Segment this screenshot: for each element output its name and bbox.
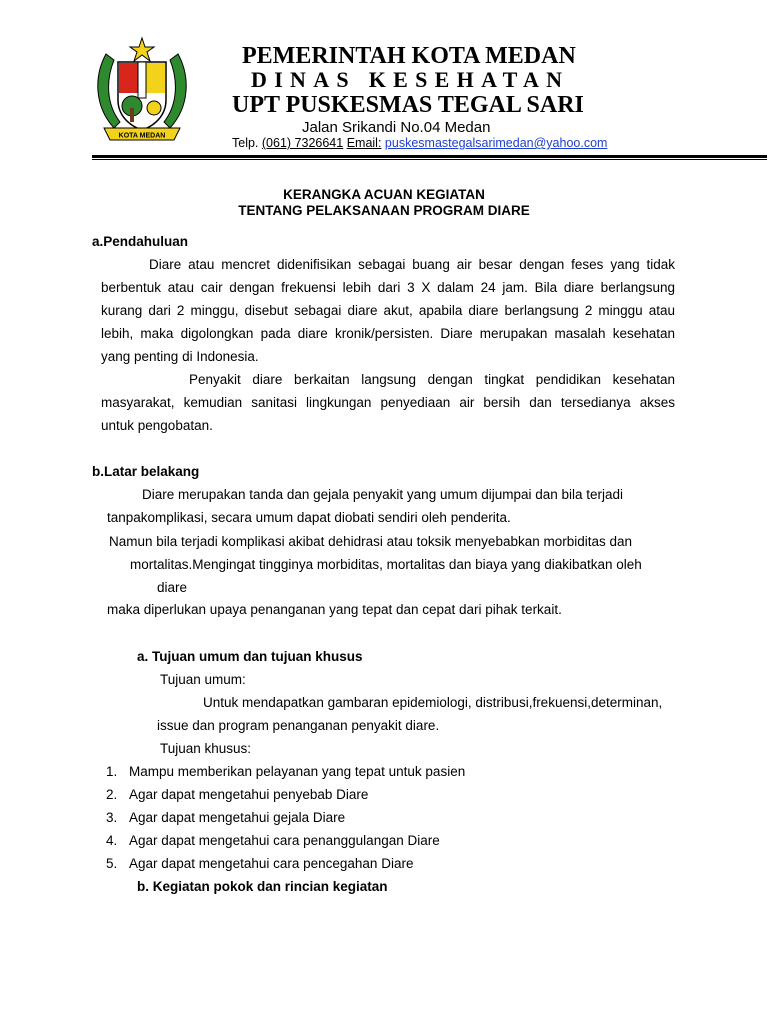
paragraph-line: untuk pengobatan. xyxy=(101,418,213,433)
paragraph-line: maka diperlukan upaya penanganan yang tepat dan cepat dari pihak terkait. xyxy=(107,602,562,617)
paragraph-line: Diare merupakan tanda dan gejala penyakit yang umum dijumpai dan bila terjadi xyxy=(142,487,624,502)
list-item-text: Agar dapat mengetahui gejala Diare xyxy=(129,810,346,825)
letterhead-department: DINAS KESEHATAN xyxy=(251,67,570,92)
letterhead-address: Jalan Srikandi No.04 Medan xyxy=(302,119,491,136)
paragraph-line: berbentuk atau cair dengan frekuensi lebih dari 3 X dalam 24 jam. Bila diare berlangsung xyxy=(101,280,675,295)
list-item-text: Mampu memberikan pelayanan yang tepat untuk pasien xyxy=(129,764,466,779)
list-item-number: 2. xyxy=(106,787,118,802)
paragraph-line: issue dan program penanganan penyakit diare. xyxy=(157,718,440,733)
paragraph-line: diare xyxy=(157,580,188,595)
emblem-right-garland-icon xyxy=(164,54,186,128)
paragraph-line: tanpakomplikasi, secara umum dapat diobati sendiri oleh penderita. xyxy=(107,510,511,525)
telp-label: Telp. xyxy=(232,136,259,150)
paragraph-line: masyarakat, kemudian sanitasi lingkungan penyediaan air bersih dan tersedianya akses xyxy=(101,395,675,410)
letterhead-rule-thin xyxy=(92,159,767,160)
list-item-number: 4. xyxy=(106,833,118,848)
tujuan-umum-label: Tujuan umum: xyxy=(160,672,246,687)
emblem-ribbon-text: KOTA MEDAN xyxy=(118,132,166,140)
list-item-number: 5. xyxy=(106,856,118,871)
tujuan-khusus-label: Tujuan khusus: xyxy=(160,741,252,756)
list-item-text: Agar dapat mengetahui penyebab Diare xyxy=(129,787,369,802)
paragraph-line: kurang dari 2 minggu, disebut sebagai diare akut, apabila diare berlangsung 2 minggu atau xyxy=(101,303,675,318)
emblem-left-garland-icon xyxy=(98,54,120,128)
paragraph-line: lebih, maka digolongkan pada diare kronik/persisten. Diare merupakan masalah kesehatan xyxy=(101,326,675,341)
list-item-text: Agar dapat mengetahui cara penanggulangan Diare xyxy=(129,833,440,848)
list-item-text: Agar dapat mengetahui cara pencegahan Diare xyxy=(129,856,414,871)
letterhead-contact xyxy=(232,136,607,150)
paragraph-line: Namun bila terjadi komplikasi akibat dehidrasi atau toksik menyebabkan morbiditas dan xyxy=(109,534,633,549)
email-label: Email: xyxy=(346,136,382,150)
kegiatan-heading: b. Kegiatan pokok dan rincian kegiatan xyxy=(137,879,388,894)
letterhead-government: PEMERINTAH KOTA MEDAN xyxy=(242,43,576,69)
document-title: KERANGKA ACUAN KEGIATAN xyxy=(283,187,485,202)
document-subtitle: TENTANG PELAKSANAAN PROGRAM DIARE xyxy=(238,203,530,218)
list-item-number: 3. xyxy=(106,810,118,825)
telp-number: (061) 7326641 xyxy=(261,136,344,150)
paragraph-line: Penyakit diare berkaitan langsung dengan tingkat pendidikan kesehatan xyxy=(189,372,675,387)
tujuan-heading: a. Tujuan umum dan tujuan khusus xyxy=(137,649,363,664)
paragraph-line: mortalitas.Mengingat tingginya morbiditas, mortalitas dan biaya yang diakibatkan oleh xyxy=(130,557,642,572)
letterhead-puskesmas: UPT PUSKESMAS TEGAL SARI xyxy=(232,92,584,118)
email-link[interactable]: puskesmastegalsarimedan@yahoo.com xyxy=(384,136,608,150)
paragraph-line: Diare atau mencret didenifisikan sebagai buang air besar dengan feses yang tidak xyxy=(149,257,675,272)
emblem-star-icon xyxy=(130,38,154,61)
paragraph-line: Untuk mendapatkan gambaran epidemiologi, distribusi,frekuensi,determinan, xyxy=(203,695,663,710)
list-item-number: 1. xyxy=(106,764,118,779)
letterhead-rule-thick xyxy=(92,155,767,158)
kota-medan-emblem xyxy=(92,36,192,148)
latar-heading: b.Latar belakang xyxy=(92,464,200,479)
pendahuluan-heading: a.Pendahuluan xyxy=(92,234,189,249)
paragraph-line: yang penting di Indonesia. xyxy=(101,349,259,364)
